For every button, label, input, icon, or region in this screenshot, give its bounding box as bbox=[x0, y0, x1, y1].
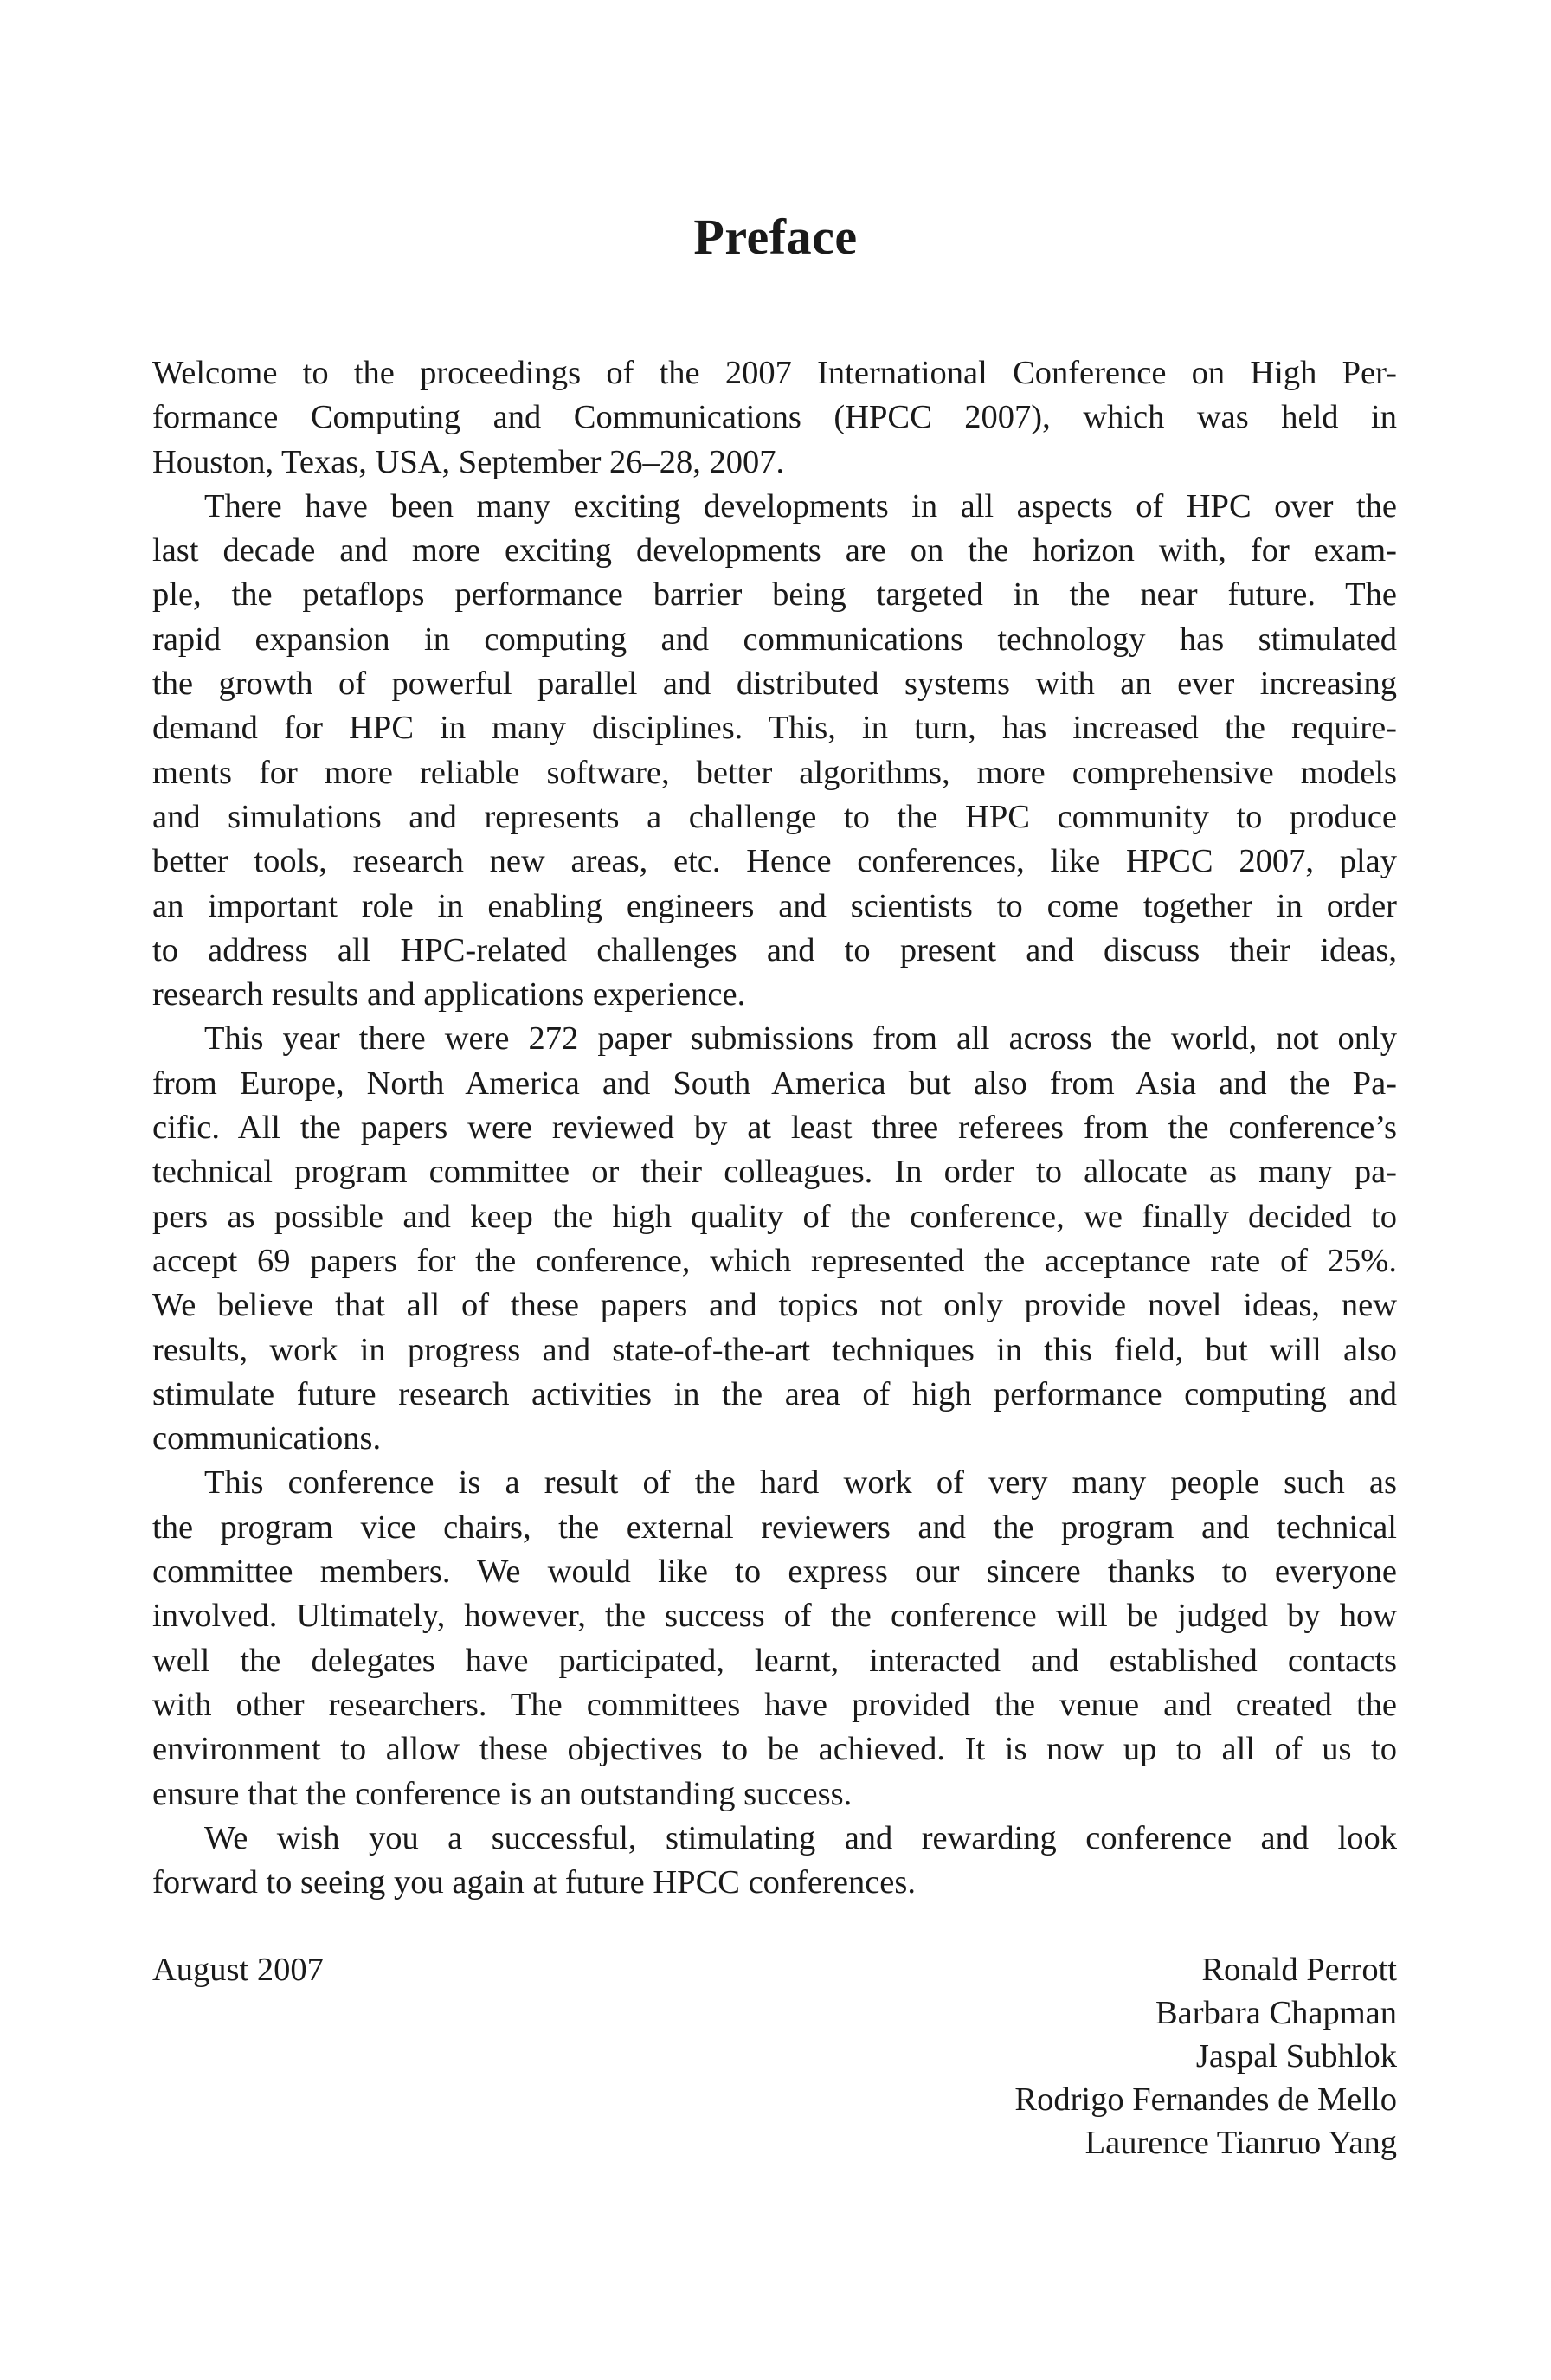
text-line: We believe that all of these papers and topics not only provide novel ideas, new bbox=[152, 1287, 1397, 1324]
text-line: This year there were 272 paper submissions from all across the world, not only bbox=[204, 1020, 1397, 1058]
text-line: Houston, Texas, USA, September 26–28, 2007. bbox=[152, 443, 785, 480]
text-line: better tools, research new areas, etc. Hence conferences, like HPCC 2007, play bbox=[152, 843, 1397, 880]
text-line: from Europe, North America and South America but also from Asia and the Pa- bbox=[152, 1065, 1397, 1102]
editor-name: Ronald Perrott bbox=[1201, 1952, 1397, 1988]
editor-names bbox=[1014, 1948, 1397, 2165]
paragraph bbox=[152, 1017, 1397, 1461]
text-line: research results and applications experience. bbox=[152, 976, 746, 1013]
text-line: results, work in progress and state-of-the-art techniques in this field, but will also bbox=[152, 1331, 1397, 1368]
text-line: cific. All the papers were reviewed by at least three referees from the conference’s bbox=[152, 1110, 1397, 1147]
text-line: There have been many exciting developments in all aspects of HPC over the bbox=[204, 487, 1397, 524]
text-line: forward to seeing you again at future HPCC conferences. bbox=[152, 1864, 917, 1901]
preface-date: August 2007 bbox=[152, 1952, 324, 1988]
paragraph bbox=[152, 1817, 1397, 1906]
text-line: with other researchers. The committees have provided the venue and created the bbox=[152, 1686, 1397, 1723]
text-line: accept 69 papers for the conference, which represented the acceptance rate of 25%. bbox=[152, 1242, 1397, 1279]
text-line: Welcome to the proceedings of the 2007 International Conference on High Per- bbox=[152, 355, 1397, 391]
text-line: an important role in enabling engineers and scientists to come together in order bbox=[152, 887, 1397, 924]
editor-name: Rodrigo Fernandes de Mello bbox=[1014, 2081, 1397, 2118]
text-line: pers as possible and keep the high quality of the conference, we finally decided to bbox=[152, 1198, 1397, 1235]
text-line: environment to allow these objectives to be achieved. It is now up to all of us to bbox=[152, 1731, 1397, 1768]
paragraph bbox=[152, 351, 1397, 485]
text-line: involved. Ultimately, however, the success of the conference will be judged by how bbox=[152, 1598, 1397, 1635]
text-line: and simulations and represents a challenge to the HPC community to produce bbox=[152, 798, 1397, 835]
text-line: the program vice chairs, the external reviewers and the program and technical bbox=[152, 1508, 1397, 1546]
text-line: to address all HPC-related challenges and to present and discuss their ideas, bbox=[152, 931, 1397, 968]
text-line: technical program committee or their colleagues. In order to allocate as many pa- bbox=[152, 1154, 1397, 1191]
text-line: ments for more reliable software, better algorithms, more comprehensive models bbox=[152, 754, 1397, 791]
page-title: Preface bbox=[693, 208, 858, 265]
preface-body bbox=[152, 351, 1397, 1905]
text-line: communications. bbox=[152, 1420, 382, 1457]
text-line: well the delegates have participated, learnt, interacted and established contacts bbox=[152, 1642, 1397, 1679]
editor-name: Barbara Chapman bbox=[1155, 1995, 1397, 2031]
text-line: the growth of powerful parallel and distributed systems with an ever increasing bbox=[152, 666, 1397, 703]
text-line: This conference is a result of the hard work of very many people such as bbox=[204, 1464, 1397, 1502]
text-line: last decade and more exciting developments are on the horizon with, for exam- bbox=[152, 532, 1397, 569]
text-line: formance Computing and Communications (HPCC 2007), which was held in bbox=[152, 399, 1397, 436]
text-line: rapid expansion in computing and communications technology has stimulated bbox=[152, 621, 1397, 658]
text-line: committee members. We would like to express our sincere thanks to everyone bbox=[152, 1553, 1397, 1591]
text-line: ensure that the conference is an outstanding success. bbox=[152, 1775, 853, 1812]
paragraph bbox=[152, 1461, 1397, 1816]
text-line: demand for HPC in many disciplines. This, in turn, has increased the require- bbox=[152, 710, 1397, 747]
text-line: ple, the petaflops performance barrier being targeted in the near future. The bbox=[152, 576, 1397, 614]
editor-name: Laurence Tianruo Yang bbox=[1084, 2125, 1397, 2161]
paragraph bbox=[152, 485, 1397, 1018]
text-line: stimulate future research activities in the area of high performance computing and bbox=[152, 1375, 1397, 1412]
editor-name: Jaspal Subhlok bbox=[1195, 2038, 1397, 2074]
text-line: We wish you a successful, stimulating and rewarding conference and look bbox=[204, 1819, 1397, 1856]
